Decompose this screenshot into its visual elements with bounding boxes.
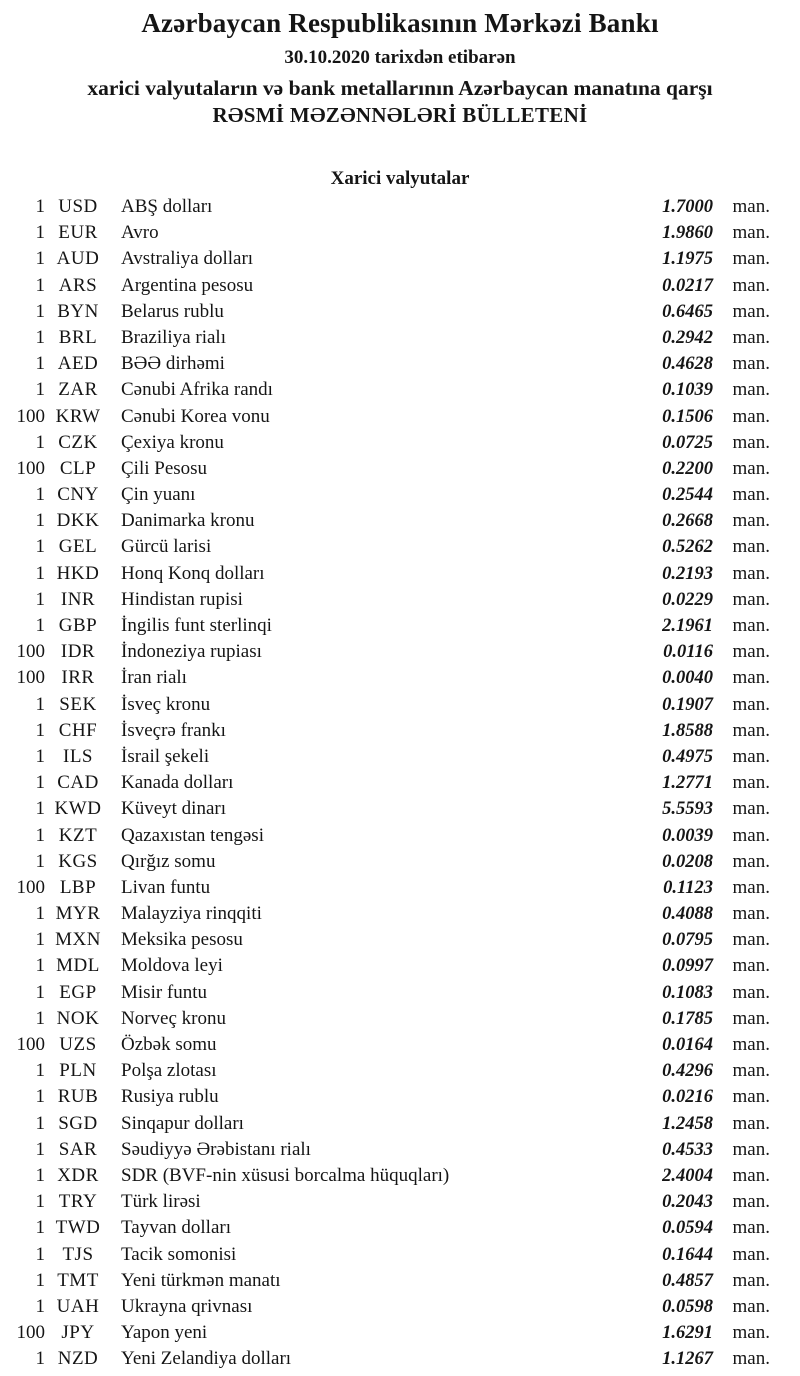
rate-value: 1.1267: [662, 1349, 713, 1370]
unit-label: man.: [732, 1348, 770, 1370]
currency-code: GBP: [58, 615, 98, 636]
currency-code: XDR: [57, 1164, 99, 1186]
rate-row: [0, 351, 770, 377]
quantity-cell: 1: [35, 693, 45, 715]
rate-value: 0.2668: [662, 511, 713, 532]
currency-name: SDR (BVF-nin xüsusi borcalma hüquqları): [121, 1164, 450, 1186]
currency-code: TMT: [57, 1269, 99, 1291]
currency-name: Səudiyyə Ərəbistanı rialı: [121, 1138, 311, 1160]
currency-name: Avstraliya dolları: [121, 248, 254, 270]
rate-row: [0, 1163, 770, 1189]
currency-code: SEK: [59, 693, 97, 715]
currency-code: CHF: [58, 719, 98, 741]
currency-name: Kanada dolları: [121, 772, 234, 794]
currency-name: Avro: [121, 222, 159, 244]
unit-label: man.: [732, 379, 770, 401]
currency-name: Belarus rublu: [121, 300, 224, 322]
rate-row: [0, 377, 770, 403]
currency-code: SGD: [58, 1112, 98, 1134]
unit-label: man.: [732, 457, 770, 479]
unit-label: man.: [732, 248, 770, 270]
unit-label: man.: [732, 1034, 770, 1055]
rate-row: [0, 246, 770, 272]
rate-row: [0, 273, 770, 299]
quantity-cell: 1: [35, 1112, 45, 1134]
rate-value: 0.1123: [663, 877, 713, 898]
quantity-cell: 1: [35, 615, 45, 636]
rate-value: 1.6291: [662, 1323, 713, 1344]
unit-label: man.: [732, 719, 770, 741]
quantity-cell: 1: [35, 772, 45, 794]
rate-value: 0.0164: [662, 1035, 713, 1055]
unit-label: man.: [732, 850, 770, 872]
unit-label: man.: [732, 693, 770, 715]
quantity-cell: 1: [35, 1243, 45, 1265]
rate-row: [0, 823, 770, 849]
rate-value: 0.1785: [662, 1008, 713, 1029]
rate-row: [0, 561, 770, 587]
currency-code: IDR: [60, 641, 96, 663]
rate-row: [0, 770, 770, 796]
unit-label: man.: [732, 1138, 770, 1160]
unit-label: man.: [732, 1243, 770, 1265]
currency-name: Malayziya rinqqiti: [121, 903, 262, 925]
currency-code: INR: [60, 588, 96, 610]
currency-name: Hindistan rupisi: [121, 588, 243, 610]
quantity-cell: 100: [16, 1034, 45, 1055]
rate-value: 0.0208: [662, 851, 713, 872]
rate-value: 0.0795: [662, 930, 713, 951]
rate-row: [0, 980, 770, 1006]
quantity-cell: 100: [16, 876, 45, 898]
currency-name: Tacik somonisi: [121, 1243, 237, 1265]
currency-name: Livan funtu: [121, 876, 211, 898]
rate-value: 0.0039: [662, 825, 713, 846]
quantity-cell: 1: [35, 903, 45, 925]
currency-code: AED: [57, 353, 99, 375]
currency-code: KRW: [55, 405, 101, 427]
currency-name: ABŞ dolları: [121, 196, 213, 217]
currency-code: ZAR: [58, 379, 98, 401]
rate-row: [0, 1006, 770, 1032]
currency-name: Danimarka kronu: [121, 510, 255, 532]
currency-code: AUD: [56, 248, 100, 270]
currency-code: DKK: [56, 510, 100, 532]
unit-label: man.: [732, 1217, 770, 1239]
rate-row: [0, 482, 770, 508]
currency-name: Türk lirəsi: [121, 1191, 201, 1213]
quantity-cell: 1: [35, 274, 45, 296]
rate-row: [0, 220, 770, 246]
currency-code: CZK: [58, 431, 98, 453]
rate-row: [0, 1189, 770, 1215]
unit-label: man.: [732, 1060, 770, 1082]
currency-code: KZT: [58, 824, 98, 846]
unit-label: man.: [732, 588, 770, 610]
currency-name: BƏƏ dirhəmi: [121, 353, 225, 375]
unit-label: man.: [732, 484, 770, 506]
quantity-cell: 1: [35, 536, 45, 558]
rate-row: [0, 692, 770, 718]
rate-row: [0, 1320, 770, 1346]
currency-name: Çili Pesosu: [121, 457, 208, 479]
quantity-cell: 1: [35, 326, 45, 348]
currency-code: TWD: [55, 1217, 101, 1239]
rate-value: 0.0725: [662, 432, 713, 453]
currency-code: KGS: [58, 850, 98, 872]
currency-code: MDL: [56, 955, 100, 977]
rate-row: [0, 613, 770, 639]
currency-name: Özbək somu: [121, 1034, 217, 1055]
quantity-cell: 1: [35, 1086, 45, 1108]
currency-code: USD: [58, 196, 98, 217]
rate-row: [0, 875, 770, 901]
unit-label: man.: [732, 745, 770, 767]
currency-name: Sinqapur dolları: [121, 1112, 244, 1134]
quantity-cell: 1: [35, 431, 45, 453]
document-subtitle: xarici valyutaların və bank metallarının Azərbaycan manatına qarşı: [87, 76, 713, 100]
currency-code: HKD: [56, 562, 100, 584]
unit-label: man.: [732, 772, 770, 794]
rate-row: [0, 587, 770, 613]
currency-code: PLN: [59, 1060, 97, 1082]
quantity-cell: 1: [35, 1164, 45, 1186]
currency-code: TRY: [58, 1191, 98, 1213]
quantity-cell: 1: [35, 1007, 45, 1029]
quantity-cell: 1: [35, 588, 45, 610]
currency-code: SAR: [58, 1138, 98, 1160]
rate-value: 0.4857: [662, 1270, 713, 1291]
rate-value: 0.1644: [662, 1244, 713, 1265]
rate-value: 0.2942: [662, 327, 713, 348]
currency-code: UZS: [59, 1034, 97, 1055]
rate-row: [0, 796, 770, 822]
currency-name: Cənubi Korea vonu: [121, 405, 270, 427]
rate-value: 0.2200: [662, 458, 713, 479]
unit-label: man.: [732, 405, 770, 427]
currency-code: UAH: [56, 1295, 100, 1317]
rate-row: [0, 901, 770, 927]
quantity-cell: 1: [35, 719, 45, 741]
rate-value: 0.2193: [662, 563, 713, 584]
rate-value: 0.0598: [662, 1296, 713, 1317]
currency-name: Küveyt dinarı: [121, 798, 227, 820]
rate-value: 5.5593: [662, 799, 713, 820]
currency-code: EGP: [59, 981, 97, 1003]
quantity-cell: 1: [35, 955, 45, 977]
quantity-cell: 1: [35, 745, 45, 767]
currency-code: GEL: [58, 536, 98, 558]
rate-value: 2.1961: [662, 616, 713, 636]
rate-value: 0.4088: [662, 904, 713, 925]
unit-label: man.: [732, 955, 770, 977]
unit-label: man.: [732, 1112, 770, 1134]
currency-name: Yeni türkmən manatı: [121, 1269, 281, 1291]
rate-row: [0, 1346, 770, 1372]
rate-row: [0, 953, 770, 979]
currency-name: Argentina pesosu: [121, 274, 254, 296]
currency-name: Tayvan dolları: [121, 1217, 231, 1239]
unit-label: man.: [732, 562, 770, 584]
quantity-cell: 1: [35, 1348, 45, 1370]
currency-name: İsveçrə frankı: [121, 719, 226, 741]
rate-row: [0, 1137, 770, 1163]
rate-value: 1.7000: [662, 197, 713, 217]
currency-name: İsrail şekeli: [121, 745, 210, 767]
unit-label: man.: [732, 353, 770, 375]
rate-row: [0, 194, 770, 220]
currency-code: CLP: [59, 457, 97, 479]
rate-row: [0, 1294, 770, 1320]
currency-name: Braziliya rialı: [121, 326, 226, 348]
rate-row: [0, 508, 770, 534]
currency-code: JPY: [61, 1322, 95, 1344]
rate-value: 1.8588: [662, 720, 713, 741]
rate-value: 0.1506: [662, 406, 713, 427]
rate-row: [0, 1268, 770, 1294]
currency-code: CAD: [57, 772, 99, 794]
rate-row: [0, 1242, 770, 1268]
currency-code: EUR: [58, 222, 98, 244]
rate-row: [0, 1058, 770, 1084]
rate-value: 1.1975: [662, 249, 713, 270]
rate-value: 0.4975: [662, 746, 713, 767]
document-header: [0, 7, 800, 128]
rate-value: 0.0217: [662, 275, 713, 296]
rate-row: [0, 404, 770, 430]
currency-name: Çexiya kronu: [121, 431, 224, 453]
currency-code: BYN: [57, 300, 99, 322]
unit-label: man.: [732, 798, 770, 820]
quantity-cell: 1: [35, 222, 45, 244]
unit-label: man.: [732, 1007, 770, 1029]
quantity-cell: 1: [35, 1191, 45, 1213]
quantity-cell: 1: [35, 1060, 45, 1082]
quantity-cell: 100: [16, 1322, 45, 1344]
currency-name: Moldova leyi: [121, 955, 223, 977]
quantity-cell: 100: [16, 405, 45, 427]
unit-label: man.: [732, 929, 770, 951]
rate-row: [0, 1032, 770, 1058]
quantity-cell: 100: [16, 667, 45, 689]
rate-row: [0, 1215, 770, 1241]
quantity-cell: 1: [35, 379, 45, 401]
rate-row: [0, 849, 770, 875]
bank-title: Azərbaycan Respublikasının Mərkəzi Bankı: [141, 8, 659, 38]
quantity-cell: 1: [35, 248, 45, 270]
rate-value: 0.4296: [662, 1061, 713, 1082]
rate-row: [0, 665, 770, 691]
unit-label: man.: [732, 667, 770, 689]
rate-row: [0, 299, 770, 325]
currency-name: Meksika pesosu: [121, 929, 243, 951]
rate-value: 0.6465: [662, 301, 713, 322]
unit-label: man.: [732, 196, 770, 217]
quantity-cell: 1: [35, 1138, 45, 1160]
effective-date-line: 30.10.2020 tarixdən etibarən: [284, 47, 516, 68]
currency-name: Honq Konq dolları: [121, 562, 265, 584]
currency-name: Gürcü larisi: [121, 536, 212, 558]
currency-code: NOK: [56, 1007, 100, 1029]
quantity-cell: 100: [16, 641, 45, 663]
quantity-cell: 1: [35, 562, 45, 584]
rate-row: [0, 718, 770, 744]
rate-value: 0.0997: [662, 956, 713, 977]
rate-value: 0.4628: [662, 354, 713, 375]
rate-row: [0, 639, 770, 665]
currency-name: Ukrayna qrivnası: [121, 1295, 253, 1317]
unit-label: man.: [732, 1191, 770, 1213]
quantity-cell: 1: [35, 510, 45, 532]
quantity-cell: 1: [35, 1217, 45, 1239]
currency-code: ARS: [58, 274, 98, 296]
rate-value: 1.9860: [662, 223, 713, 244]
quantity-cell: 1: [35, 824, 45, 846]
rate-row: [0, 456, 770, 482]
currency-name: Qırğız somu: [121, 850, 216, 872]
currency-name: Rusiya rublu: [121, 1086, 219, 1108]
unit-label: man.: [732, 876, 770, 898]
unit-label: man.: [732, 903, 770, 925]
quantity-cell: 1: [35, 1269, 45, 1291]
quantity-cell: 1: [35, 300, 45, 322]
currency-code: IRR: [61, 667, 95, 689]
currency-name: İngilis funt sterlinqi: [121, 615, 272, 636]
currency-code: ILS: [63, 745, 93, 767]
rate-value: 0.4533: [662, 1139, 713, 1160]
rate-value: 1.2458: [662, 1113, 713, 1134]
currency-code: RUB: [57, 1086, 99, 1108]
rate-row: [0, 1111, 770, 1137]
unit-label: man.: [732, 615, 770, 636]
unit-label: man.: [732, 1164, 770, 1186]
rate-value: 0.1039: [662, 380, 713, 401]
rate-value: 0.0216: [662, 1087, 713, 1108]
currency-code: KWD: [54, 798, 102, 820]
currency-name: İndoneziya rupiası: [121, 641, 262, 663]
currency-code: MXN: [55, 929, 101, 951]
rate-row: [0, 927, 770, 953]
currency-name: Qazaxıstan tengəsi: [121, 824, 264, 846]
quantity-cell: 1: [35, 929, 45, 951]
unit-label: man.: [732, 536, 770, 558]
quantity-cell: 100: [16, 457, 45, 479]
currency-name: Yapon yeni: [121, 1322, 208, 1344]
quantity-cell: 1: [35, 484, 45, 506]
section-title-foreign-currencies: Xarici valyutalar: [330, 168, 470, 189]
unit-label: man.: [732, 641, 770, 663]
unit-label: man.: [732, 274, 770, 296]
currency-code: MYR: [55, 903, 101, 925]
quantity-cell: 1: [35, 850, 45, 872]
currency-code: NZD: [57, 1348, 99, 1370]
unit-label: man.: [732, 326, 770, 348]
currency-name: Polşa zlotası: [121, 1060, 217, 1082]
currency-name: Yeni Zelandiya dolları: [121, 1348, 292, 1370]
unit-label: man.: [732, 510, 770, 532]
currency-name: Norveç kronu: [121, 1007, 226, 1029]
rate-value: 2.4004: [662, 1165, 713, 1186]
rate-value: 0.2544: [662, 485, 713, 506]
rate-value: 0.0116: [663, 642, 713, 663]
currency-name: Cənubi Afrika randı: [121, 379, 273, 401]
unit-label: man.: [732, 824, 770, 846]
quantity-cell: 1: [35, 798, 45, 820]
rate-value: 0.5262: [662, 537, 713, 558]
unit-label: man.: [732, 300, 770, 322]
rate-value: 0.1083: [662, 982, 713, 1003]
currency-code: LBP: [59, 876, 97, 898]
rate-value: 0.0594: [662, 1218, 713, 1239]
currency-name: Misir funtu: [121, 981, 208, 1003]
exchange-rates-table: [0, 194, 800, 1372]
currency-code: CNY: [57, 484, 99, 506]
bulletin-title: RƏSMİ MƏZƏNNƏLƏRİ BÜLLETENİ: [212, 103, 588, 127]
rate-row: [0, 534, 770, 560]
currency-name: İsveç kronu: [121, 693, 211, 715]
unit-label: man.: [732, 1295, 770, 1317]
currency-name: İran rialı: [121, 667, 187, 689]
quantity-cell: 1: [35, 981, 45, 1003]
rate-value: 0.1907: [662, 694, 713, 715]
unit-label: man.: [732, 222, 770, 244]
unit-label: man.: [732, 1086, 770, 1108]
rate-value: 0.2043: [662, 1192, 713, 1213]
quantity-cell: 1: [35, 353, 45, 375]
rate-value: 0.0229: [662, 589, 713, 610]
unit-label: man.: [732, 431, 770, 453]
rate-row: [0, 1084, 770, 1110]
currency-name: Çin yuanı: [121, 484, 196, 506]
unit-label: man.: [732, 981, 770, 1003]
quantity-cell: 1: [35, 1295, 45, 1317]
rate-row: [0, 744, 770, 770]
currency-code: BRL: [58, 326, 98, 348]
unit-label: man.: [732, 1322, 770, 1344]
currency-code: TJS: [62, 1243, 94, 1265]
quantity-cell: 1: [35, 196, 45, 217]
rate-row: [0, 430, 770, 456]
unit-label: man.: [732, 1269, 770, 1291]
rate-row: [0, 325, 770, 351]
rate-value: 0.0040: [662, 668, 713, 689]
rate-value: 1.2771: [662, 773, 713, 794]
